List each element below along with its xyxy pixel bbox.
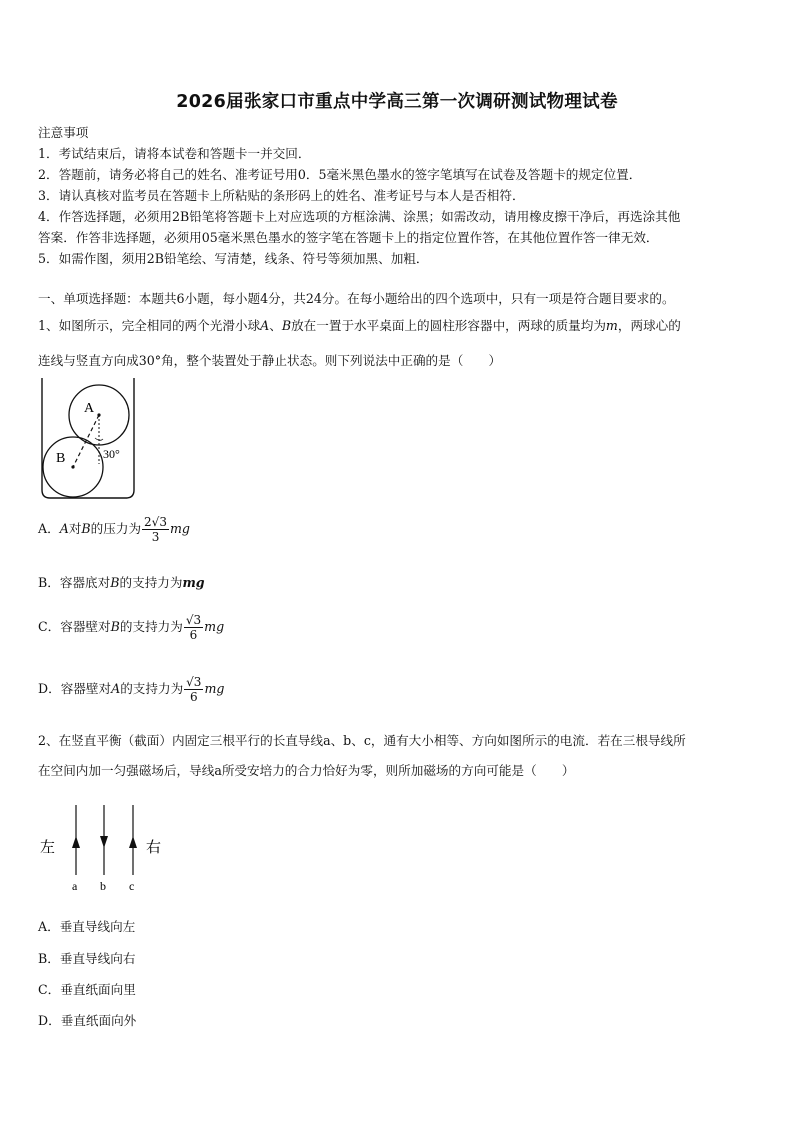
option-text: D．容器壁对: [38, 681, 112, 696]
wire-label-b: b: [100, 879, 106, 893]
q1-text: 1、如图所示，完全相同的两个光滑小球: [38, 318, 261, 333]
fraction: [184, 613, 203, 642]
q1-text: 连线与竖直方向成: [38, 353, 139, 368]
option-text: 的压力为: [90, 521, 142, 536]
option-text: 对: [68, 521, 82, 536]
fraction-denominator: 6: [189, 690, 198, 704]
wire-label-a: a: [72, 879, 78, 893]
q2-option-d: D．垂直纸面向外: [38, 1013, 137, 1028]
q2-option-c: C．垂直纸面向里: [38, 982, 136, 997]
fig-label-b: B: [56, 451, 66, 466]
q1-ball-a: A: [260, 318, 270, 333]
option-text: 的支持力为: [119, 619, 183, 634]
fig-label-a: A: [84, 401, 95, 416]
notice-item: 2．答题前，请务必将自己的姓名、准考证号用0．5毫米黑色墨水的签字笔填写在试卷及答题卡的规定位置．: [38, 167, 642, 182]
arrow-up-icon: [129, 836, 137, 848]
q2-option-b: B．垂直导线向右: [38, 951, 136, 966]
q1-text: 放在一置于水平桌面上的圆柱形容器中，两球的质量均为: [291, 318, 606, 333]
container-outline: [42, 378, 134, 498]
q1-text: ，两球心的: [617, 318, 681, 333]
notice-item: 4．作答选择题，必须用2B铅笔将答题卡上对应选项的方框涂满、涂黑；如需改动，请用橡皮擦干净后，再选涂其他: [38, 209, 681, 224]
q1-option-d: [38, 675, 224, 704]
notice-item: 1．考试结束后，请将本试卷和答题卡一并交回．: [38, 146, 311, 161]
option-var: B: [81, 521, 91, 536]
fig-label-angle: 30°: [103, 447, 120, 461]
q1-option-c: [38, 613, 224, 642]
notice-heading: 注意事项: [38, 125, 89, 140]
q1-text: 角，整个装置处于静止状态。则下列说法中正确的是（ ）: [161, 353, 502, 368]
q1-angle: 30°: [138, 353, 162, 368]
ball-b-center: [71, 465, 74, 468]
fraction-denominator: 6: [189, 628, 198, 642]
option-var: B: [110, 575, 120, 590]
fraction-numerator: √3: [185, 613, 202, 627]
center-line: [73, 415, 99, 467]
q2-stem-line1: 2、在竖直平衡（截面）内固定三根平行的长直导线a、b、c，通有大小相等、方向如图所示的电流．若在三根导线所: [38, 733, 686, 748]
option-var: A: [59, 521, 69, 536]
fraction: [142, 515, 169, 544]
q1-container-figure: [36, 378, 146, 502]
label-right: 右: [146, 840, 162, 856]
notice-item: 答案．作答非选择题，必须用05毫米黑色墨水的签字笔在答题卡上的指定位置作答，在其他位置作答一律无效．: [38, 230, 659, 245]
option-text: C．容器壁对: [38, 619, 111, 634]
option-var: A: [111, 681, 121, 696]
q2-wires-figure: [36, 800, 176, 896]
fraction-numerator: 2√3: [144, 515, 167, 529]
q1-ball-b: B: [281, 318, 292, 333]
fraction-numerator: √3: [186, 675, 202, 689]
ball-a-center: [97, 413, 100, 416]
option-var: mg: [204, 681, 225, 696]
arrow-up-icon: [72, 836, 80, 848]
option-var: B: [110, 619, 120, 634]
page-title: 2026届张家口市重点中学高三第一次调研测试物理试卷: [176, 92, 618, 112]
section-heading: 一、单项选择题：本题共6小题，每小题4分，共24分。在每小题给出的四个选项中，只有一项是符合题目要求的。: [38, 291, 675, 306]
q1-option-b: [38, 572, 205, 591]
option-text: A．: [38, 521, 60, 536]
label-left: 左: [40, 840, 56, 856]
q1-stem-line2: [38, 350, 501, 369]
option-var: mg: [169, 521, 190, 536]
option-text: B．容器底对: [38, 575, 111, 590]
q2-stem-line2: 在空间内加一匀强磁场后，导线a所受安培力的合力恰好为零，则所加磁场的方向可能是（ ）: [38, 763, 575, 778]
notice-item: 3．请认真核对监考员在答题卡上所粘贴的条形码上的姓名、准考证号与本人是否相符．: [38, 188, 525, 203]
q1-option-a: [38, 515, 190, 544]
fraction-denominator: 3: [151, 530, 160, 544]
fraction: [184, 675, 203, 704]
option-text: 的支持力为: [119, 575, 183, 590]
option-var: mg: [204, 619, 225, 634]
option-var: mg: [182, 575, 205, 590]
wire-label-c: c: [129, 879, 135, 893]
q2-option-a: A．垂直导线向左: [38, 919, 136, 934]
q1-stem-line1: [38, 315, 681, 334]
q1-sep: 、: [269, 318, 282, 333]
arrow-down-icon: [100, 836, 108, 848]
option-text: 的支持力为: [120, 681, 184, 696]
notice-item: 5．如需作图，须用2B铅笔绘、写清楚，线条、符号等须加黑、加粗．: [38, 251, 429, 266]
q1-mass: m: [605, 318, 618, 333]
